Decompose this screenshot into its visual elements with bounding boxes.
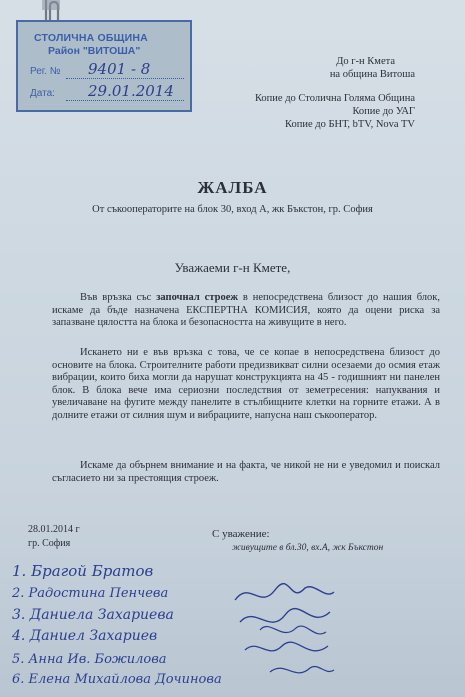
- copy-line2: Копие до УАГ: [352, 106, 415, 117]
- stamp-date-line: [66, 100, 184, 101]
- p1-bold: започнал строеж: [156, 292, 238, 303]
- copy-line1: Копие до Столична Голяма Община: [254, 93, 415, 104]
- footer-regards: С уважение:: [212, 528, 270, 540]
- footer-residents: живущите в бл.30, вх.А, жк Бъкстон: [232, 543, 384, 553]
- paragraph-3: Искаме да обърнем внимание и на факта, че никой не ни е уведомил и поискал съгласието ни за престоящия строеж.: [52, 460, 440, 484]
- stamp-reg-value: 9401 - 8: [88, 60, 151, 78]
- p1-start: Във връзка със: [80, 292, 157, 303]
- stamp-reg-line: [66, 78, 184, 79]
- signature-line-3: 3. Даниела Захариева: [12, 607, 174, 623]
- recipient-to-line1: До г-н Кмета: [336, 56, 395, 67]
- signature-line-5: 5. Анна Ив. Божилова: [12, 652, 167, 667]
- document-subtitle: От съкооператорите на блок 30, вход А, жк Бъкстон, гр. София: [92, 204, 373, 215]
- document-title: ЖАЛБА: [197, 178, 268, 197]
- recipient-to-line2: на община Витоша: [329, 69, 415, 80]
- signature-line-6: 6. Елена Михайлова Дочинова: [12, 672, 222, 687]
- p1-end: в непосредствена близост до нашия блок, искаме да бъде назначена ЕКСПЕРТНА КОМИСИЯ, която да оцени риска за запазване цялостта на блока и безопасността на живущите в него.: [52, 292, 441, 328]
- stamp-date-value: 29.01.2014: [88, 82, 174, 100]
- signature-line-4: 4. Даниел Захариев: [12, 628, 158, 644]
- footer-date: 28.01.2014 г: [28, 524, 80, 535]
- footer-city: гр. София: [28, 538, 71, 549]
- paragraph-1: [52, 292, 440, 330]
- stamp-date-label: Дата:: [30, 88, 55, 99]
- copy-line3: Копие до БНТ, bTV, Nova TV: [284, 119, 415, 130]
- stamp-reg-label: Рег. №: [30, 66, 61, 77]
- greeting: Уважаеми г-н Кмете,: [174, 260, 291, 275]
- signature-scribbles: [230, 580, 340, 690]
- registration-stamp: [16, 20, 192, 112]
- stamp-org-line1: СТОЛИЧНА ОБЩИНА: [34, 32, 148, 44]
- stamp-org-line2: Район "ВИТОША": [48, 45, 141, 57]
- signature-line-1: 1. Брагой Братов: [12, 562, 154, 580]
- signature-line-2: 2. Радостина Пенчева: [12, 586, 169, 601]
- paragraph-2: Искането ни е във връзка с това, че се копае в непосредствена близост до основите на блока. Строителните работи предизвикват силни осезаеми до осмия етаж вибрации, които биха могли да нарушат конструкцията на 45 - годишният ни панелен блок. В блока вече има сериозни последствия от земетресения: напуквания и увеличаване на фугите между панелите в стълбищните клетки на горните етажи. А в долните етажи от силния шум и вибрациите, напусна наш съкооператор.: [52, 347, 440, 421]
